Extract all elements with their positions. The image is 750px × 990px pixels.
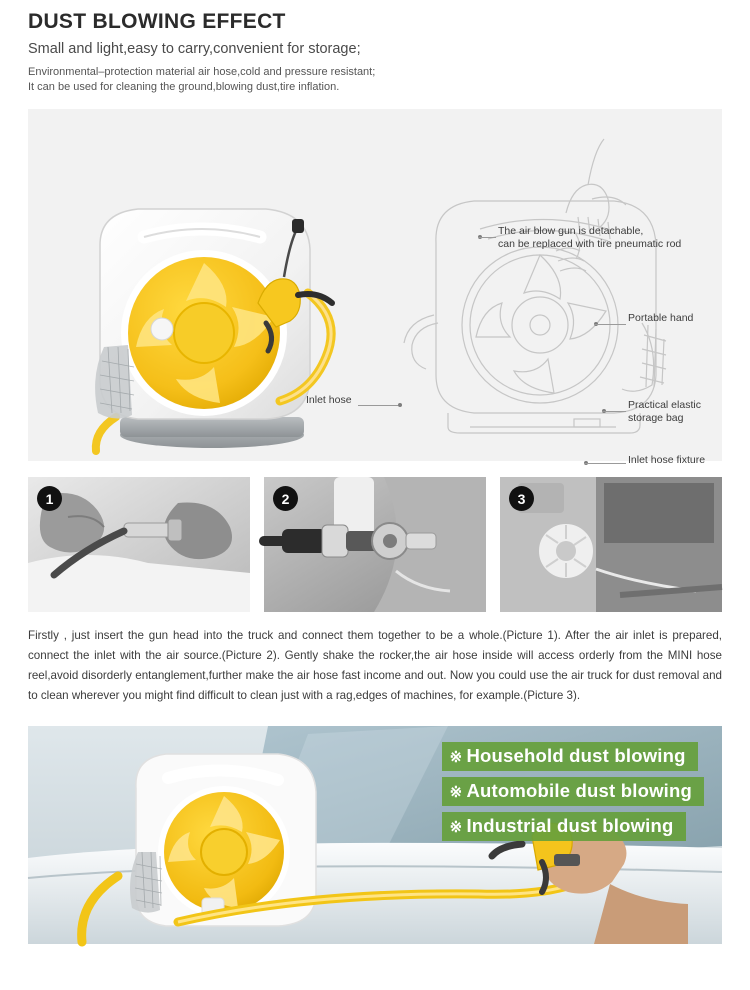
feature-mark-icon: ※ <box>449 749 463 766</box>
feature-mark-icon: ※ <box>449 784 463 801</box>
feature-label-industrial: Industrial dust blowing <box>466 815 674 836</box>
callout-inlet-hose-fixture <box>628 454 705 467</box>
callout-air-blow-gun-line1: The air blow gun is detachable, <box>498 225 644 237</box>
instructions-paragraph: Firstly , just insert the gun head into the truck and connect them together to be a whole.(Picture 1). After the air inlet is prepared, connect the inlet with the air source.(Picture 2). Gently shake the rocker,the air hose inside will access orderly from the MINI hose reel,avoid disorderly entanglement,further make the air hose fast income and out. Now you could use the air truck for dust removal and to clean wherever you might find difficult to clean just with a rag,edges of machines, for example.(Picture 3). <box>28 629 722 702</box>
callout-inlet-hose <box>306 394 352 407</box>
leader-line-gun <box>478 237 496 238</box>
step-badge-1: 1 <box>37 486 62 511</box>
page-header <box>0 0 750 99</box>
step-badge-3: 3 <box>509 486 534 511</box>
callout-air-blow-gun <box>498 225 681 251</box>
step-photo-2 <box>264 477 486 612</box>
leader-line-bag <box>602 411 626 412</box>
leader-dot-inlet <box>398 403 402 407</box>
feature-label-automobile: Automobile dust blowing <box>466 780 692 801</box>
step-photo-1 <box>28 477 250 612</box>
description-line-2: It can be used for cleaning the ground,blowing dust,tire inflation. <box>28 81 340 93</box>
description-line-1: Environmental–protection material air hose,cold and pressure resistant; <box>28 66 376 78</box>
step-photo-3 <box>500 477 722 612</box>
page-subtitle: Small and light,easy to carry,convenient for storage; <box>28 41 361 57</box>
feature-list <box>442 742 704 841</box>
feature-item-industrial <box>442 812 686 841</box>
callout-storage-bag-line1: Practical elastic <box>628 399 701 411</box>
step-badge-2: 2 <box>273 486 298 511</box>
feature-label-household: Household dust blowing <box>466 745 686 766</box>
callout-air-blow-gun-line2: can be replaced with tire pneumatic rod <box>498 238 682 250</box>
callout-portable-hand <box>628 312 693 325</box>
callout-storage-bag <box>628 399 701 425</box>
callout-portable-hand-line1: Portable hand <box>628 312 694 324</box>
callout-inlet-hose-line1: Inlet hose <box>306 394 352 406</box>
diagram-band <box>28 109 722 466</box>
step-photos <box>28 477 722 612</box>
page-title: DUST BLOWING EFFECT <box>28 10 286 33</box>
feature-mark-icon: ※ <box>449 819 463 836</box>
leader-line-handle <box>594 324 626 325</box>
leader-line-inlet <box>358 405 398 406</box>
feature-item-household <box>442 742 698 771</box>
callout-storage-bag-line2: storage bag <box>628 412 684 424</box>
application-banner <box>28 726 722 944</box>
leader-line-fixture <box>584 463 626 464</box>
callout-inlet-hose-fixture-line1: Inlet hose fixture <box>628 454 706 466</box>
feature-item-automobile <box>442 777 704 806</box>
